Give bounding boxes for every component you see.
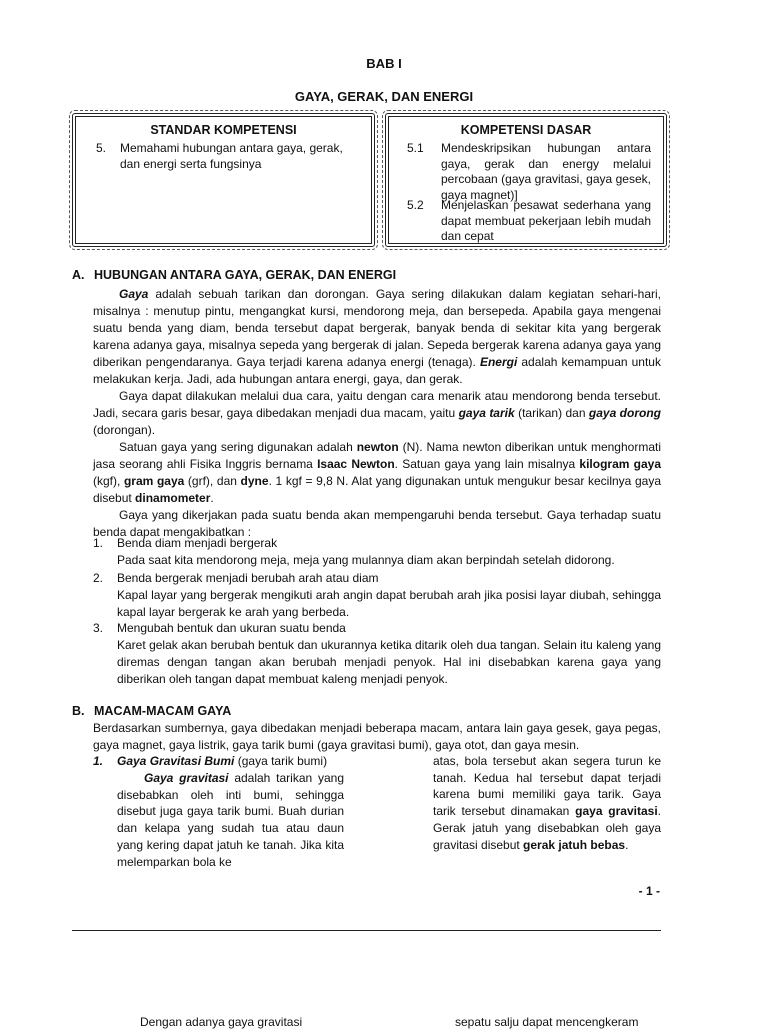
- kompetensi-item-text: Mendeskripsikan hubungan antara gaya, gerak dan energy melalui percobaan (gaya gravitasi, gaya gesek, gaya magnet)]: [441, 141, 651, 202]
- list-item: [117, 535, 661, 569]
- list-item-number: 2.: [93, 571, 104, 585]
- chapter-title: GAYA, GERAK, DAN ENERGI: [294, 89, 474, 104]
- kompetensi-item-number: 5.2: [407, 198, 424, 212]
- paragraph: Satuan gaya yang sering digunakan adalah newton (N). Nama newton diberikan untuk menghormati jasa seorang ahli Fisika Inggris bernama Isaac Newton. Satuan gaya yang lain misalnya kilogram gaya (kgf), gram gaya (grf), dan dyne. 1 kgf = 9,8 N. Alat yang digunakan untuk mengukur besar kecilnya gaya disebut dinamometer.: [93, 440, 661, 505]
- next-page-left-text: Dengan adanya gaya gravitasi: [140, 1015, 303, 1029]
- subsection-title: Gaya Gravitasi Bumi (gaya tarik bumi): [117, 754, 328, 768]
- standar-item-text: Memahami hubungan antara gaya, gerak, dan energi serta fungsinya: [120, 141, 343, 171]
- section-b-intro: Berdasarkan sumbernya, gaya dibedakan menjadi beberapa macam, antara lain gaya gesek, gaya pegas, gaya magnet, gaya listrik, gaya tarik bumi (gaya gravitasi bumi), gaya otot, dan gaya mesin.: [93, 721, 661, 752]
- next-page-right-text: sepatu salju dapat mencengkeram: [455, 1015, 639, 1029]
- right-column-text: atas, bola tersebut akan segera turun ke tanah. Kedua hal tersebut dapat terjadi karena bumi memiliki gaya tarik. Gaya tarik tersebut dinamakan gaya gravitasi. Gerak jatuh yang disebabkan oleh gaya gravitasi disebut gerak jatuh bebas.: [433, 754, 661, 852]
- section-a-heading: [72, 268, 396, 282]
- kompetensi-item: [407, 198, 651, 245]
- kompetensi-dasar-box: [385, 113, 667, 247]
- section-b-letter: B.: [72, 704, 85, 718]
- page-divider: [72, 930, 661, 931]
- list-item-head: Benda diam menjadi bergerak: [117, 536, 278, 550]
- kompetensi-item: [407, 141, 651, 203]
- list-item-desc: Karet gelak akan berubah bentuk dan ukurannya ketika ditarik oleh dua tangan. Selain itu kaleng yang diremas dengan tangan akan berubah menjadi penyok. Hal ini disebabkan karena gaya yang diberikan oleh tangan dapat membuat kaleng menjadi penyok.: [117, 638, 661, 686]
- list-item-number: 3.: [93, 621, 104, 635]
- subsection-number: 1.: [93, 754, 104, 768]
- list-item: [117, 570, 661, 621]
- standar-item: [96, 141, 358, 172]
- section-a-letter: A.: [72, 268, 85, 282]
- section-b-title: MACAM-MACAM GAYA: [94, 704, 232, 718]
- paragraph: Gaya yang dikerjakan pada suatu benda akan mempengaruhi benda tersebut. Gaya terhadap suatu benda dapat mengakibatkan :: [93, 508, 661, 539]
- standar-kompetensi-heading: STANDAR KOMPETENSI: [150, 123, 297, 137]
- section-a-title: HUBUNGAN ANTARA GAYA, GERAK, DAN ENERGI: [94, 268, 397, 282]
- list-item-head: Benda bergerak menjadi berubah arah atau diam: [117, 571, 379, 585]
- chapter-label: BAB I: [366, 56, 402, 71]
- kompetensi-item-number: 5.1: [407, 141, 424, 155]
- section-b-heading: [72, 704, 231, 718]
- section-a-body: [93, 286, 661, 541]
- list-item-number: 1.: [93, 536, 104, 550]
- list-item: [117, 620, 661, 688]
- paragraph: Gaya dapat dilakukan melalui dua cara, yaitu dengan cara menarik atau mendorong benda tersebut. Jadi, secara garis besar, gaya dibedakan menjadi dua macam, yaitu gaya tarik (tarikan) dan gaya dorong (dorongan).: [93, 389, 661, 437]
- standar-item-number: 5.: [96, 141, 107, 155]
- list-item-desc: Kapal layar yang bergerak mengikuti arah angin dapat berubah arah jika posisi layar diubah, sehingga kapal layar bergerak ke arah yang berbeda.: [117, 588, 661, 619]
- list-item-desc: Pada saat kita mendorong meja, meja yang mulannya diam akan berpindah setelah didorong.: [117, 553, 615, 567]
- page-number: - 1 -: [638, 884, 660, 898]
- kompetensi-dasar-heading: KOMPETENSI DASAR: [460, 123, 592, 137]
- left-column-text: Gaya gravitasi adalah tarikan yang disebabkan oleh inti bumi, sehingga disebut juga gaya tarik bumi. Buah durian dan kelapa yang sudah tua atau daun yang kering dapat jatuh ke tanah. Jika kita melemparkan bola ke: [117, 771, 344, 869]
- kompetensi-item-text: Menjelaskan pesawat sederhana yang dapat membuat pekerjaan lebih mudah dan cepat: [441, 198, 651, 243]
- standar-kompetensi-box: [72, 113, 375, 247]
- list-item-head: Mengubah bentuk dan ukuran suatu benda: [117, 621, 346, 635]
- paragraph: Gaya adalah sebuah tarikan dan dorongan. Gaya sering dilakukan dalam kegiatan sehari-hari, misalnya : menutup pintu, mengangkat kursi, mendorong meja, dan bersepeda. Apabila gaya mengenai suatu benda yang diam, benda tersebut dapat bergerak, banyak benda di sekitar kita yang bergerak karena adanya gaya, misalnya sepeda yang bergerak di jalan. Sepeda bergerak karena adanya gaya yang diberikan pengendaranya. Gaya terjadi karena adanya energi (tenaga). Energi adalah kemampuan untuk melakukan kerja. Jadi, ada hubungan antara energi, gaya, dan gerak.: [93, 287, 661, 386]
